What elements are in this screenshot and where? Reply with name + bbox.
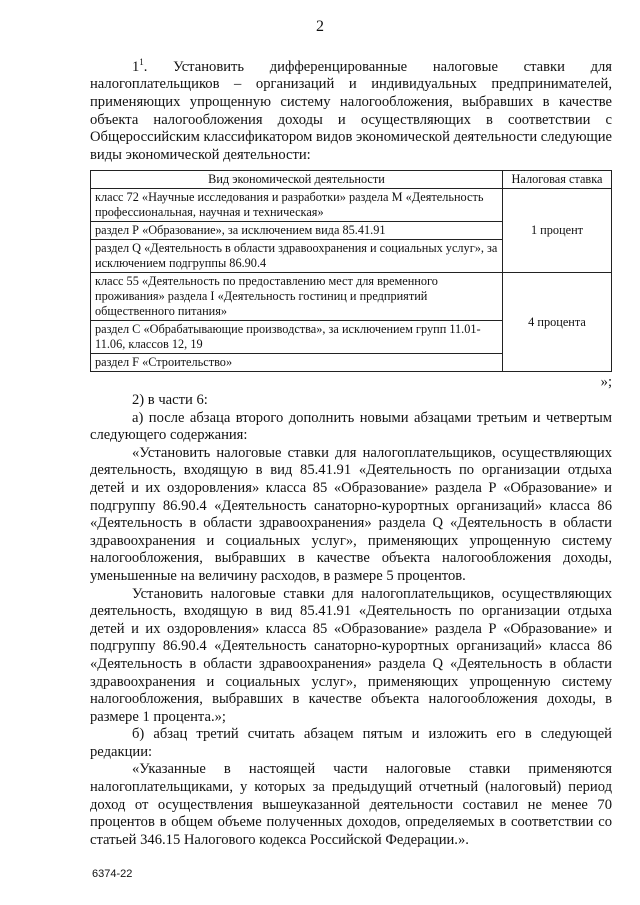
activity-rate-table <box>90 170 612 372</box>
table-header-row <box>91 171 612 189</box>
activity-cell: раздел Q «Деятельность в области здравоохранения и социальных услуг», за исключением подгруппы 86.90.4 <box>91 240 503 273</box>
header-activity: Вид экономической деятельности <box>91 171 503 189</box>
table-row <box>91 273 612 321</box>
table-row <box>91 189 612 222</box>
subpoint-a: а) после абзаца второго дополнить новыми абзацами третьим и четвертым следующего содержания: <box>90 409 612 444</box>
activity-cell: класс 72 «Научные исследования и разработки» раздела М «Деятельность профессиональная, научная и техническая» <box>91 189 503 222</box>
rate-cell: 1 процент <box>503 189 612 273</box>
quoted-paragraph-3: «Указанные в настоящей части налоговые ставки применяются налогоплательщиками, у которых за предыдущий отчетный (налоговый) период доход от осуществления вышеуказанной деятельности составил не менее 70 процентов в общем объеме полученных доходов, определяемых в соответствии со статьей 346.15 Налогового кодекса Российской Федерации.». <box>90 761 612 848</box>
page-number: 2 <box>316 18 324 35</box>
subpoint-b: б) абзац третий считать абзацем пятым и изложить его в следующей редакции: <box>90 726 612 760</box>
rate-cell: 4 процента <box>503 273 612 372</box>
activity-cell: раздел F «Строительство» <box>91 354 503 372</box>
intro-paragraph <box>90 54 612 164</box>
intro-number: 1 <box>132 58 140 75</box>
quoted-paragraph-1: «Установить налоговые ставки для налогоплательщиков, осуществляющих деятельность, входящую в вид 85.41.91 «Деятельность по организации отдыха детей и их оздоровления» класса 85 «Образование» раздела Р «Образование» и подгруппу 86.90.4 «Деятельность санаторно-курортных организаций» класса 86 «Деятельность в области здравоохранения» раздела Q «Деятельность в области здравоохранения и социальных услуг», применяющих упрощенную систему налогообложения, выбравших в качестве объекта налогообложения доходы, уменьшенные на величину расходов, в размере 5 процентов. <box>90 444 612 584</box>
document-code: 6374-22 <box>92 868 133 880</box>
quoted-paragraph-2: Установить налоговые ставки для налогоплательщиков, осуществляющих деятельность, входящую в вид 85.41.91 «Деятельность по организации отдыха детей и их оздоровления» класса 85 «Образование» раздела Р «Образование» и подгруппу 86.90.4 «Деятельность санаторно-курортных организаций» класса 86 «Деятельность в области здравоохранения» раздела Q «Деятельность в области здравоохранения и социальных услуг», применяющих упрощенную систему налогообложения, выбравших в качестве объекта налогообложения доходы, в размере 1 процента.»; <box>90 585 612 725</box>
document-body <box>90 54 612 849</box>
header-rate: Налоговая ставка <box>503 171 612 189</box>
point-2: 2) в части 6: <box>132 392 208 409</box>
activity-cell: раздел С «Обрабатывающие производства», за исключением групп 11.01-11.06, классов 12, 19 <box>91 321 503 354</box>
intro-superscript: 1 <box>139 57 144 67</box>
intro-text: . Установить дифференцированные налоговые ставки для налогоплательщиков – организаций и индивидуальных предпринимателей, применяющих упрощенную систему налогообложения, выбравших в качестве объекта налогообложения доходы и осуществляющих в соответствии с Общероссийским классификатором видов экономической деятельности следующие виды экономической деятельности: <box>90 58 612 163</box>
activity-cell: раздел Р «Образование», за исключением вида 85.41.91 <box>91 222 503 240</box>
table-quote-close: »; <box>600 374 612 391</box>
activity-cell: класс 55 «Деятельность по предоставлению мест для временного проживания» раздела I «Деятельность гостиниц и предприятий общественного питания» <box>91 273 503 321</box>
